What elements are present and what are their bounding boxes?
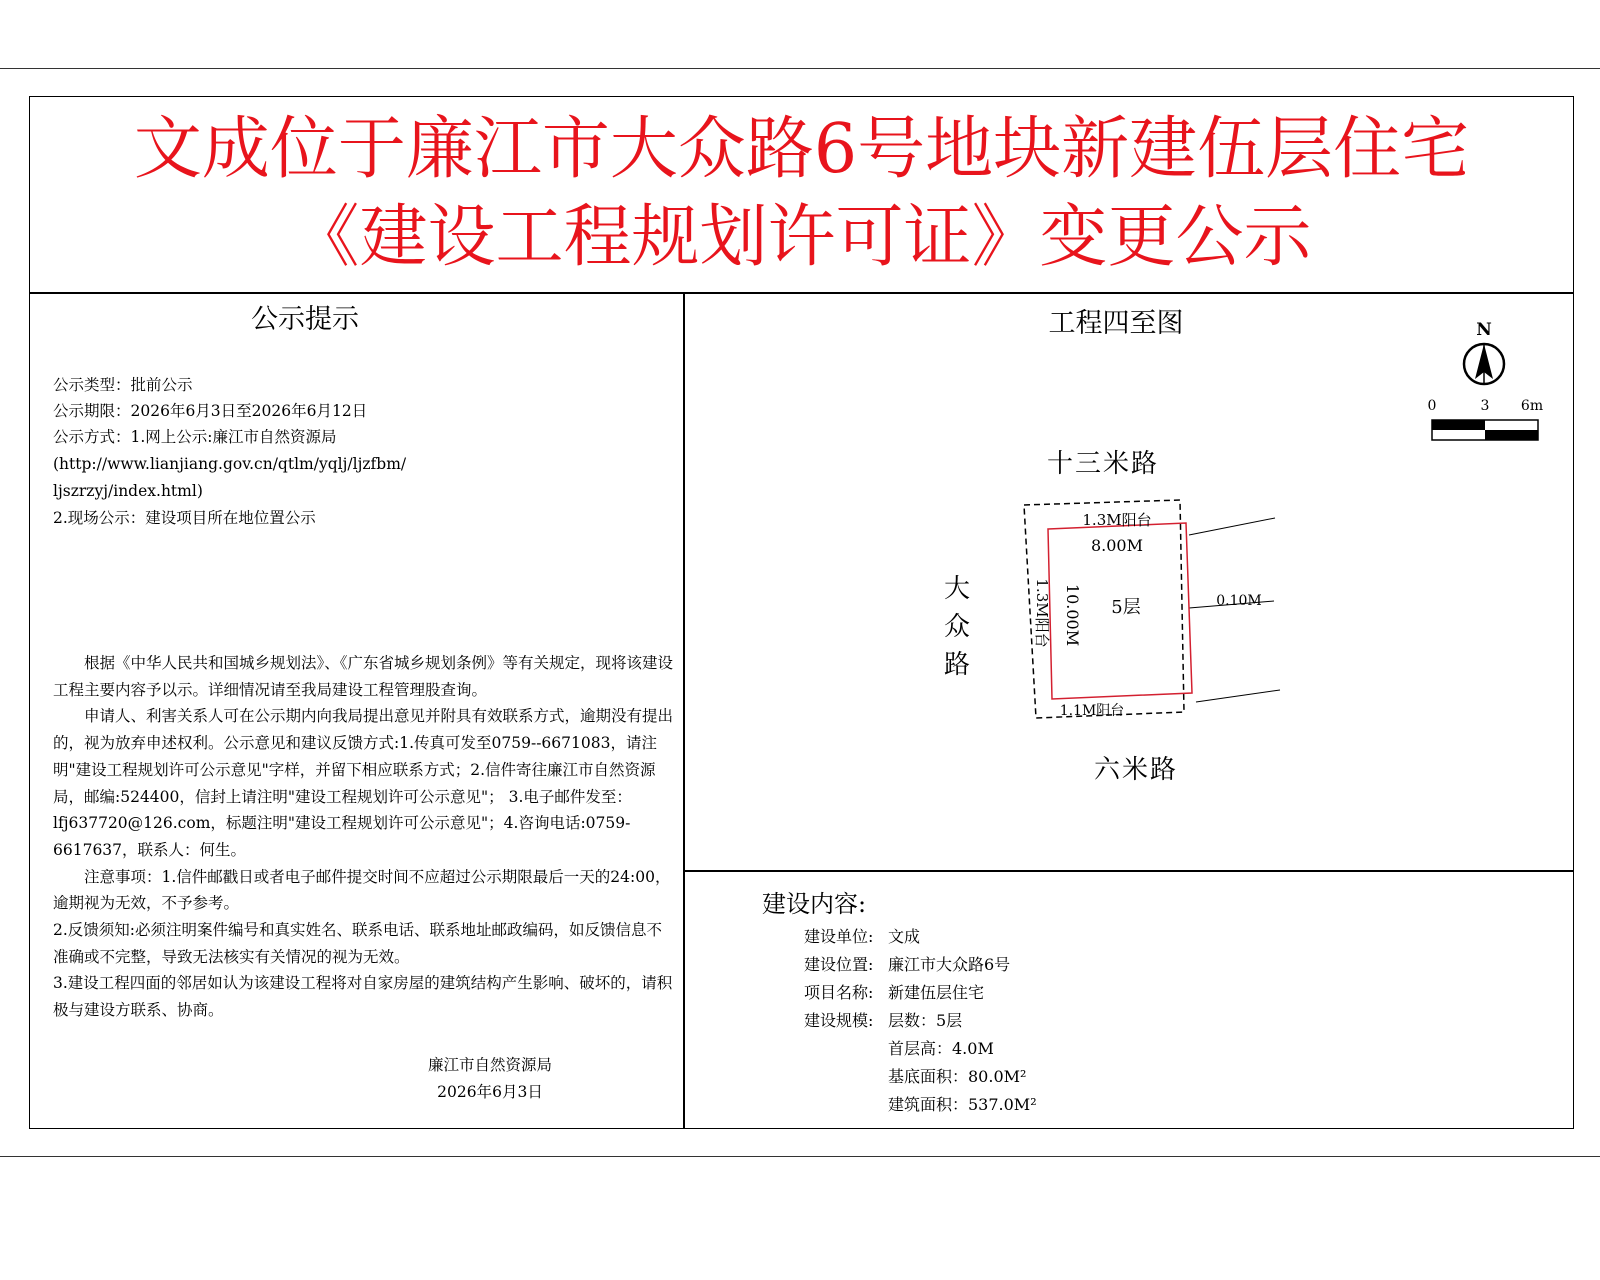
page-title-line2: 《建设工程规划许可证》变更公示 (291, 198, 1312, 277)
notice-url-line2: ljszrzyj/index.html) (53, 482, 203, 500)
road-west-label-1: 大 (943, 574, 971, 604)
road-south-label: 六米路 (1093, 755, 1179, 785)
scale-label-0: 0 (1427, 398, 1437, 414)
notice-onsite: 2.现场公示：建设项目所在地位置公示 (53, 509, 316, 527)
content-project-label: 项目名称: (804, 983, 874, 1002)
scale-label-6m: 6m (1520, 398, 1544, 414)
road-west-label-2: 众 (943, 612, 971, 642)
depth-label: 10.00M (1063, 583, 1082, 647)
content-unit-label: 建设单位: (804, 927, 874, 946)
gap-east-label: 0.10M (1216, 593, 1262, 609)
floors-label: 5层 (1111, 597, 1141, 618)
site-plan-heading: 工程四至图 (1048, 308, 1184, 339)
north-arrow-icon (1464, 344, 1504, 384)
content-location: 廉江市大众路6号 (888, 955, 1011, 974)
notice-type: 公示类型：批前公示 (53, 376, 193, 394)
notice-paragraph-neighbors: 3.建设工程四面的邻居如认为该建设工程将对自家房屋的建筑结构产生影响、破坏的，请积极与建设方联系、协商。 (53, 974, 673, 1020)
balcony-north-label: 1.3M阳台 (1082, 511, 1152, 529)
notice-paragraph-basis: 根据《中华人民共和国城乡规划法》、《广东省城乡规划条例》等有关规定，现将该建设工程主要内容予以示。详细情况请至我局建设工程管理股查询。 (53, 654, 674, 699)
east-boundary-bottom (1196, 690, 1280, 702)
content-scale-label: 建设规模: (804, 1011, 874, 1030)
content-base-area: 基底面积：80.0M² (888, 1067, 1027, 1086)
content-heading: 建设内容: (762, 890, 867, 918)
content-building-area: 建筑面积：537.0M² (888, 1095, 1037, 1114)
east-boundary-top (1189, 518, 1275, 535)
site-plan (684, 295, 1574, 870)
notice-heading: 公示提示 (251, 304, 359, 335)
issuer-name: 廉江市自然资源局 (427, 1056, 552, 1074)
width-label: 8.00M (1090, 536, 1144, 555)
notice-method: 公示方式：1.网上公示:廉江市自然资源局 (53, 428, 337, 446)
title-divider (29, 292, 1574, 294)
notice-paragraph-attention: 注意事项：1.信件邮戳日或者电子邮件提交时间不应超过公示期限最后一天的24:00，逾期视为无效，不予参考。 (53, 867, 671, 913)
road-west-label-3: 路 (943, 650, 971, 680)
balcony-south-label: 1.1M阳台 (1059, 703, 1125, 719)
notice-body (53, 650, 675, 1024)
scale-bar (1432, 420, 1538, 440)
right-divider (683, 870, 1574, 872)
north-label: N (1476, 320, 1492, 340)
road-north-label: 十三米路 (1046, 449, 1160, 479)
notice-paragraph-feedback: 申请人、利害关系人可在公示期内向我局提出意见并附具有效联系方式，逾期没有提出的，视为放弃申述权利。公示意见和建议反馈方式:1.传真可发至0759--6671083，请注明"建设工程规划许可公示意见"字样，并留下相应联系方式；2.信件寄往廉江市自然资源局，邮编:524400，信封上请注明"建设工程规划许可公示意见"； 3.电子邮件发至：lfj637720@126.com，标题注明"建设工程规划许可公示意见"；4.咨询电话:0759-6617637，联系人：何生。 (53, 707, 674, 859)
scale-label-3: 3 (1480, 398, 1490, 414)
notice-url-line1: (http://www.lianjiang.gov.cn/qtlm/yqlj/ljzfbm/ (53, 455, 407, 473)
content-location-label: 建设位置: (804, 955, 874, 974)
page-title-line1: 文成位于廉江市大众路6号地块新建伍层住宅 (133, 110, 1470, 189)
content-project: 新建伍层住宅 (888, 983, 985, 1002)
issue-date: 2026年6月3日 (437, 1083, 543, 1101)
content-floors: 层数：5层 (888, 1011, 963, 1030)
balcony-west-label: 1.3M阳台 (1033, 578, 1051, 648)
content-unit: 文成 (888, 927, 921, 946)
notice-paragraph-requirements: 2.反馈须知:必须注明案件编号和真实姓名、联系电话、联系地址邮政编码，如反馈信息不准确或不完整，导致无法核实有关情况的视为无效。 (53, 921, 663, 966)
notice-period: 公示期限：2026年6月3日至2026年6月12日 (53, 402, 368, 420)
content-first-floor-height: 首层高：4.0M (888, 1039, 994, 1058)
